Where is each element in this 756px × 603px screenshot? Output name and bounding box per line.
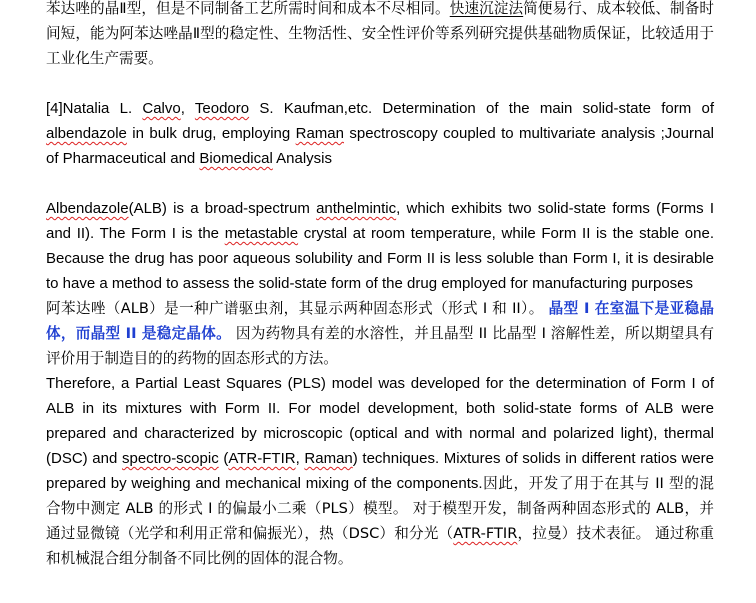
reference-entry (46, 96, 714, 171)
spellcheck-word: Biomedical (199, 150, 273, 167)
text-span: S. Kaufman,etc. Determination of the main solid-state form of (249, 100, 714, 117)
spellcheck-word: Raman (295, 125, 344, 142)
text-span: ( (218, 450, 229, 467)
spellcheck-word: Raman (304, 450, 353, 467)
text-span-zh: 因此，开发了用于在其与 II 型的混合物中测定 ALB 的形式 I 的偏最小二乘（PLS）模型。 对于模型开发，制备两种固态形式的 ALB，并通过显微镜（光学和利用正常和偏振光），热（DSC）和分光（ (46, 475, 714, 542)
abstract-paragraph-en (46, 196, 714, 296)
text-span: [4]Natalia L. (46, 100, 143, 117)
paragraph-spacer (46, 71, 714, 96)
spellcheck-word: albendazole (46, 125, 127, 142)
document-page (46, 0, 714, 571)
paragraph-spacer (46, 171, 714, 196)
abstract-paragraph-zh (46, 296, 714, 371)
text-span: , (295, 450, 305, 467)
spellcheck-word: Calvo (142, 100, 181, 117)
spellcheck-word: Teodoro (194, 100, 250, 117)
text-span: , (180, 100, 195, 117)
highlighted-sentence: 晶型 I 在室温下是亚稳晶体，而晶型 II 是稳定晶体。 (46, 300, 714, 342)
text-span: Therefore, a Partial Least Squares (PLS) model was developed for the determination of Form I of ALB in its mixtures with Form II. For model development, both solid-state forms of ALB were prepared and characterized by microscopic (optical and with normal and polarized light), thermal (DSC) and (46, 375, 714, 467)
spellcheck-word: Albendazole (46, 200, 129, 217)
text-span: (ALB) is a broad-spectrum (128, 200, 317, 217)
spellcheck-word: spectro-scopic (122, 450, 219, 467)
text-span: 因为药物具有差的水溶性，并且晶型 II 比晶型 I 溶解性差，所以期望具有评价用于制造目的的药物的固态形式的方法。 (46, 325, 714, 367)
text-span: , which exhibits two solid-state forms (Forms I and II). The Form I is the (46, 200, 714, 242)
text-span-zh: ，拉曼）技术表征。 通过称重和机械混合组分制备不同比例的固体的混合物。 (46, 525, 714, 567)
pls-paragraph (46, 371, 714, 571)
text-span: spectroscopy coupled to multivariate analysis ;Journal of Pharmaceutical and (46, 125, 715, 167)
text-span: 苯达唑的晶Ⅱ型，但是不同制备工艺所需时间和成本不尽相同。 (46, 0, 450, 17)
spellcheck-word: ATR-FTIR (453, 525, 518, 542)
spellcheck-word: anthelmintic (316, 200, 397, 217)
spellcheck-word: ATR-FTIR (228, 450, 296, 467)
text-span: 阿苯达唑（ALB）是一种广谱驱虫剂，其显示两种固态形式（形式 I 和 II）。 (46, 300, 544, 317)
paragraph-preparation-method (46, 0, 714, 71)
underlined-term-rapid-precipitation: 快速沉淀法 (449, 0, 524, 17)
text-span: Analysis (272, 150, 332, 167)
text-span: crystal at room temperature, while Form II is the stable one. Because the drug has poor aqueous solubility and Form II is less soluble than Form I, it is desirable to have a method to assess the solid-state form of the drug employed for manufacturing purposes (46, 225, 714, 292)
text-span: in bulk drug, employing (126, 125, 296, 142)
text-span: ) techniques. Mixtures of solids in different ratios were prepared by weighing and mechanical mixing of the components. (46, 450, 715, 492)
text-span: 简便易行、成本较低、制备时间短，能为阿苯达唑晶Ⅱ型的稳定性、生物活性、安全性评价等系列研究提供基础物质保证，比较适用于工业化生产需要。 (46, 0, 714, 67)
spellcheck-word: metastable (224, 225, 299, 242)
